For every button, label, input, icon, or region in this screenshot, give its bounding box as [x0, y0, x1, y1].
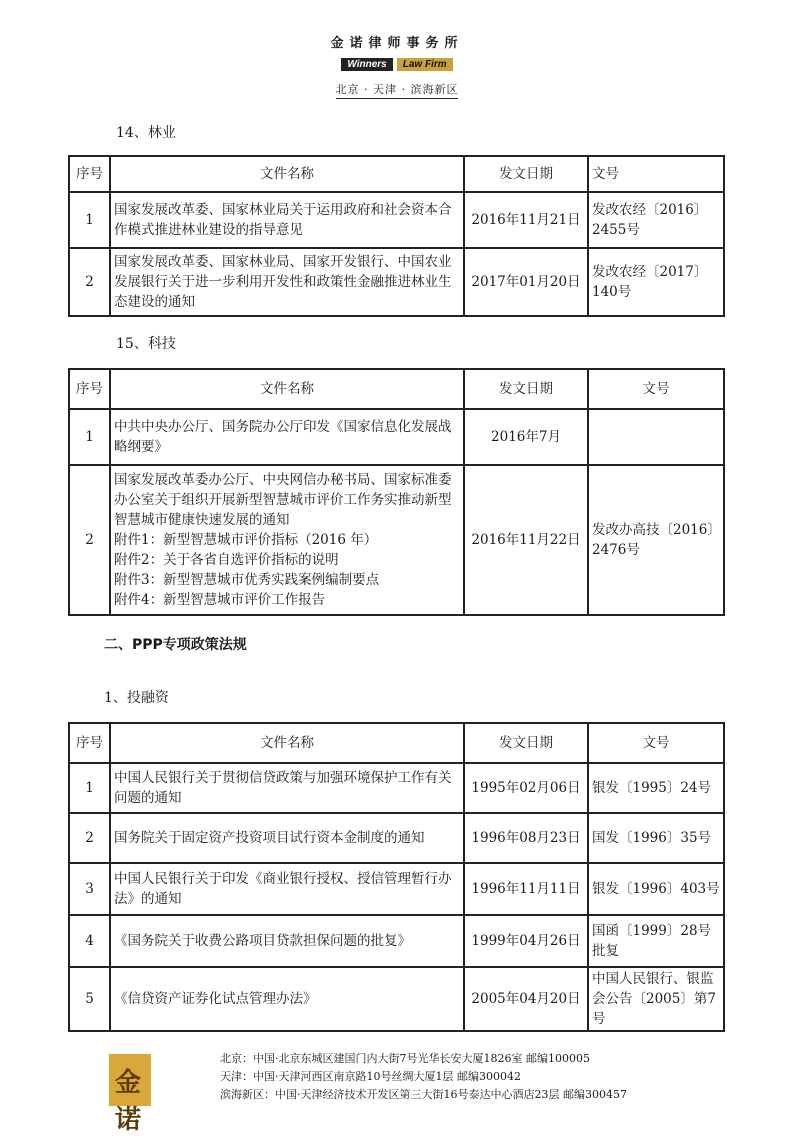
- section-title-forestry: 14、林业: [116, 125, 176, 141]
- row-ref: 发改农经〔2017〕140号: [588, 248, 724, 316]
- row-name: 国家发展改革委办公厅、中央网信办秘书局、国家标准委办公室关于组织开展新型智慧城市评价工作务实推动新型智慧城市健康快速发展的通知: [114, 472, 452, 528]
- col-name: 文件名称: [110, 156, 464, 192]
- col-ref: 文号: [588, 369, 724, 409]
- row-no: 2: [69, 813, 110, 863]
- row-date: 1999年04月26日: [464, 915, 588, 967]
- attachment-3: 附件3：新型智慧城市优秀实践案例编制要点: [114, 572, 380, 588]
- row-ref: 发改农经〔2016〕2455号: [588, 192, 724, 248]
- row-date: 1996年11月11日: [464, 863, 588, 915]
- section-title-financing: 1、投融资: [104, 690, 169, 706]
- row-date: 2005年04月20日: [464, 967, 588, 1031]
- row-name: 《信贷资产证券化试点管理办法》: [110, 967, 464, 1031]
- row-date: 2016年11月21日: [464, 192, 588, 248]
- row-no: 3: [69, 863, 110, 915]
- row-ref: 银发〔1995〕24号: [588, 763, 724, 813]
- row-no: 2: [69, 465, 110, 615]
- table-row: [69, 409, 724, 465]
- col-no: 序号: [69, 369, 110, 409]
- table-row: [69, 465, 724, 615]
- firm-name-cn: 金诺律师事务所: [330, 36, 464, 51]
- firm-logo-text: 金诺: [115, 1068, 142, 1135]
- table-row: [69, 763, 724, 813]
- firm-name-en-b: Law Firm: [397, 58, 453, 71]
- firm-name-en: [341, 58, 452, 71]
- row-name: 国务院关于固定资产投资项目试行资本金制度的通知: [110, 813, 464, 863]
- row-date: 1995年02月06日: [464, 763, 588, 813]
- col-date: 发文日期: [464, 369, 588, 409]
- col-no: 序号: [69, 156, 110, 192]
- footer: [0, 1048, 794, 1135]
- section-title-technology: 15、科技: [116, 336, 176, 352]
- table-row: [69, 967, 724, 1031]
- part-title-ppp: 二、PPP专项政策法规: [104, 637, 247, 653]
- row-no: 5: [69, 967, 110, 1031]
- table-row: [69, 248, 724, 316]
- row-name-cell: [110, 465, 464, 615]
- row-name: 中国人民银行关于贯彻信贷政策与加强环境保护工作有关问题的通知: [110, 763, 464, 813]
- row-name: 国家发展改革委、国家林业局、国家开发银行、中国农业发展银行关于进一步利用开发性和政策性金融推进林业生态建设的通知: [110, 248, 464, 316]
- col-no: 序号: [69, 723, 110, 763]
- row-date: 2016年11月22日: [464, 465, 588, 615]
- table-header-row: [69, 369, 724, 409]
- col-name: 文件名称: [110, 723, 464, 763]
- address-beijing: 北京：中国·北京东城区建国门内大街7号光华长安大厦1826室 邮编100005: [220, 1052, 590, 1065]
- col-ref: 文号: [588, 156, 724, 192]
- firm-logo: [109, 1054, 151, 1135]
- row-no: 1: [69, 763, 110, 813]
- letterhead: [0, 36, 794, 99]
- row-ref: 中国人民银行、银监会公告〔2005〕第7号: [588, 967, 724, 1031]
- table-header-row: [69, 156, 724, 192]
- row-no: 1: [69, 409, 110, 465]
- row-ref: 银发〔1996〕403号: [588, 863, 724, 915]
- table-row: [69, 915, 724, 967]
- col-ref: 文号: [588, 723, 724, 763]
- table-row: [69, 813, 724, 863]
- row-no: 1: [69, 192, 110, 248]
- table-financing: [68, 722, 725, 1032]
- row-name: 中国人民银行关于印发《商业银行授权、授信管理暂行办法》的通知: [110, 863, 464, 915]
- table-technology: [68, 368, 725, 616]
- office-cities: 北京 · 天津 · 滨海新区: [336, 81, 459, 99]
- attachment-4: 附件4：新型智慧城市评价工作报告: [114, 592, 326, 608]
- row-name: 国家发展改革委、国家林业局关于运用政府和社会资本合作模式推进林业建设的指导意见: [110, 192, 464, 248]
- attachment-2: 附件2：关于各省自选评价指标的说明: [114, 552, 339, 568]
- row-no: 2: [69, 248, 110, 316]
- row-no: 4: [69, 915, 110, 967]
- table-forestry: [68, 155, 725, 317]
- attachment-1: 附件1：新型智慧城市评价指标（2016 年）: [114, 532, 378, 548]
- col-name: 文件名称: [110, 369, 464, 409]
- row-ref: 发改办高技〔2016〕2476号: [588, 465, 724, 615]
- row-name: 《国务院关于收费公路项目贷款担保问题的批复》: [110, 915, 464, 967]
- col-date: 发文日期: [464, 723, 588, 763]
- row-date: 1996年08月23日: [464, 813, 588, 863]
- row-date: 2016年7月: [464, 409, 588, 465]
- table-row: [69, 192, 724, 248]
- row-ref: [588, 409, 724, 465]
- row-ref: 国发〔1996〕35号: [588, 813, 724, 863]
- row-ref: 国函〔1999〕28号批复: [588, 915, 724, 967]
- address-tianjin: 天津：中国·天津河西区南京路10号丝绸大厦1层 邮编300042: [220, 1070, 521, 1083]
- address-binhai: 滨海新区：中国·天津经济技术开发区第三大街16号泰达中心酒店23层 邮编300457: [220, 1088, 627, 1101]
- row-date: 2017年01月20日: [464, 248, 588, 316]
- row-name: 中共中央办公厅、国务院办公厅印发《国家信息化发展战略纲要》: [110, 409, 464, 465]
- col-date: 发文日期: [464, 156, 588, 192]
- firm-name-en-a: Winners: [341, 58, 392, 71]
- table-row: [69, 863, 724, 915]
- table-header-row: [69, 723, 724, 763]
